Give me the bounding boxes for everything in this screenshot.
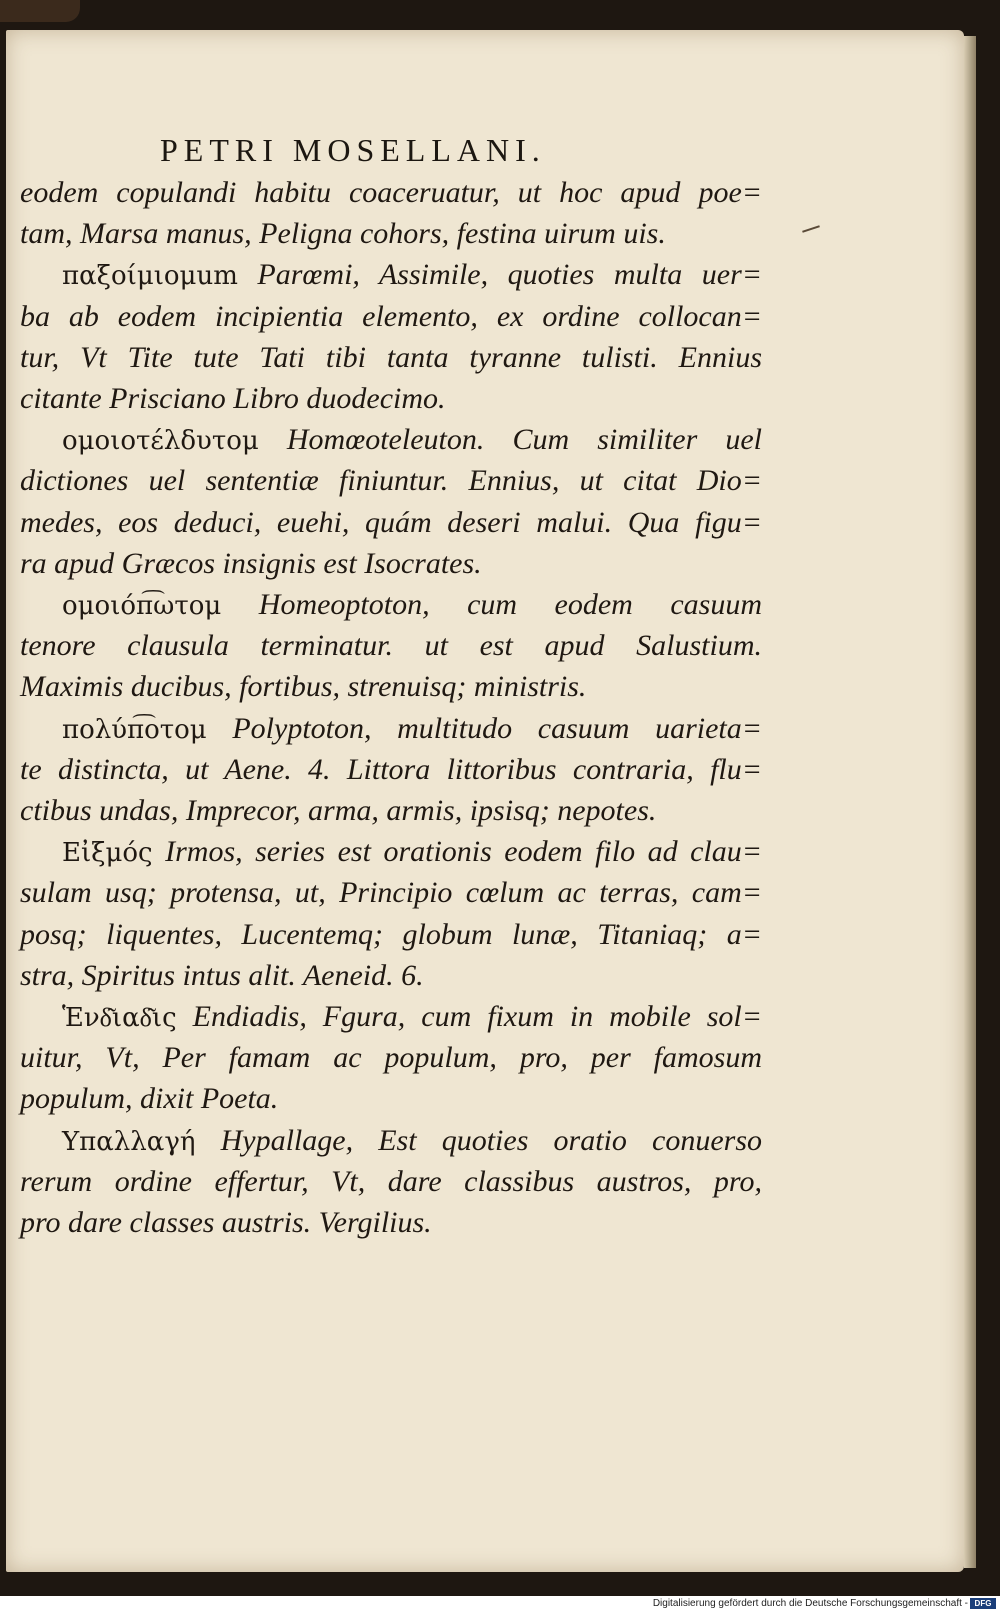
greek-term: Εἰξμός bbox=[62, 838, 153, 869]
text-line bbox=[20, 382, 762, 416]
line-text: tenore clausula terminatur. ut est apud Salustium. bbox=[20, 629, 762, 663]
line-text: te distincta, ut Aene. 4. Littora littoribus contraria, flu= bbox=[20, 752, 762, 786]
line-text: tur, Vt Tite tute Tati tibi tanta tyranne tulisti. Ennius bbox=[20, 340, 762, 374]
line-text: ra apud Græcos insignis est Isocrates. bbox=[20, 546, 482, 580]
line-text: ctibus undas, Imprecor, arma, armis, ipsisq; nepotes. bbox=[20, 794, 657, 827]
line-text: Maximis ducibus, fortibus, strenuisq; ministris. bbox=[20, 670, 587, 704]
text-line bbox=[20, 464, 762, 498]
line-text: ba ab eodem incipientia elemento, ex ordine collocan= bbox=[20, 299, 762, 333]
line-text: rerum ordine effertur, Vt, dare classibus austros, pro, bbox=[20, 1164, 762, 1198]
text-line bbox=[20, 1206, 762, 1240]
running-head: PETRI MOSELLANI. bbox=[160, 132, 546, 168]
line-text: citante Prisciano Libro duodecimo. bbox=[20, 382, 446, 415]
greek-term: ομοιόπ͡ωτομ bbox=[62, 591, 222, 621]
text-line bbox=[20, 918, 762, 952]
text-line bbox=[20, 1041, 762, 1075]
line-text: Parœmi, Assimile, quoties multa uer= bbox=[237, 258, 762, 292]
text-line bbox=[62, 423, 762, 457]
line-text: eodem copulandi habitu coaceruatur, ut hoc apud poe= bbox=[20, 176, 762, 209]
text-line bbox=[20, 341, 762, 375]
line-text: Irmos, series est orationis eodem filo ad clau= bbox=[152, 835, 762, 869]
text-line bbox=[20, 1165, 762, 1199]
text-line bbox=[20, 217, 762, 251]
line-text: sulam usq; protensa, ut, Principio cœlum ac terras, cam= bbox=[20, 876, 762, 910]
line-text: Hypallage, Est quoties oratio conuerso bbox=[195, 1123, 762, 1157]
text-line bbox=[20, 629, 762, 663]
text-line bbox=[20, 176, 762, 210]
greek-term: ομοιοτέλδυτομ bbox=[62, 426, 259, 457]
line-text: tam, Marsa manus, Peligna cohors, festina uirum uis. bbox=[20, 217, 666, 251]
text-line bbox=[20, 506, 762, 540]
greek-term: Υπαλλαγή bbox=[62, 1126, 196, 1157]
text-line bbox=[20, 794, 762, 828]
greek-term: πολύπ͡οτομ bbox=[62, 714, 207, 745]
digitization-credit: Digitalisierung gefördert durch die Deutsche Forschungsgemeinschaft - bbox=[652, 1598, 968, 1609]
text-line bbox=[20, 300, 762, 334]
line-text: Homœoteleuton. Cum similiter uel bbox=[258, 423, 762, 457]
line-text: posq; liquentes, Lucentemq; globum lunæ, Titaniaq; a= bbox=[20, 917, 762, 951]
line-text: medes, eos deduci, euehi, quám deseri malui. Qua figu= bbox=[20, 505, 762, 539]
text-line bbox=[62, 588, 762, 622]
text-line bbox=[20, 1082, 762, 1116]
text-line bbox=[20, 753, 762, 787]
line-text: pro dare classes austris. Vergilius. bbox=[20, 1206, 432, 1239]
greek-term: Ἑνδ͂ιαδ͂ις bbox=[62, 1003, 177, 1033]
line-text: Homeoptoton, cum eodem casuum bbox=[221, 588, 762, 621]
text-line bbox=[20, 876, 762, 910]
dfg-logo: DFG bbox=[970, 1598, 996, 1609]
line-text: dictiones uel sententiæ finiuntur. Ennius, ut citat Dio= bbox=[20, 464, 762, 498]
text-line bbox=[20, 547, 762, 581]
line-text: stra, Spiritus intus alit. Aeneid. 6. bbox=[20, 958, 424, 992]
book-cover-edge bbox=[0, 0, 80, 22]
text-line bbox=[20, 670, 762, 704]
line-text: Polyptoton, multitudo casuum uarieta= bbox=[206, 711, 762, 745]
line-text: populum, dixit Poeta. bbox=[20, 1082, 279, 1116]
text-line bbox=[62, 1000, 762, 1034]
greek-term: παξοίμιομum bbox=[62, 261, 238, 292]
text-line bbox=[20, 959, 762, 993]
text-line bbox=[62, 835, 762, 869]
text-line bbox=[62, 712, 762, 746]
line-text: Endiadis, Fgura, cum fixum in mobile sol= bbox=[176, 1000, 762, 1033]
text-line bbox=[62, 258, 762, 292]
text-line bbox=[62, 1124, 762, 1158]
line-text: uitur, Vt, Per famam ac populum, pro, per famosum bbox=[20, 1041, 762, 1075]
page-fore-edge bbox=[964, 36, 976, 1568]
